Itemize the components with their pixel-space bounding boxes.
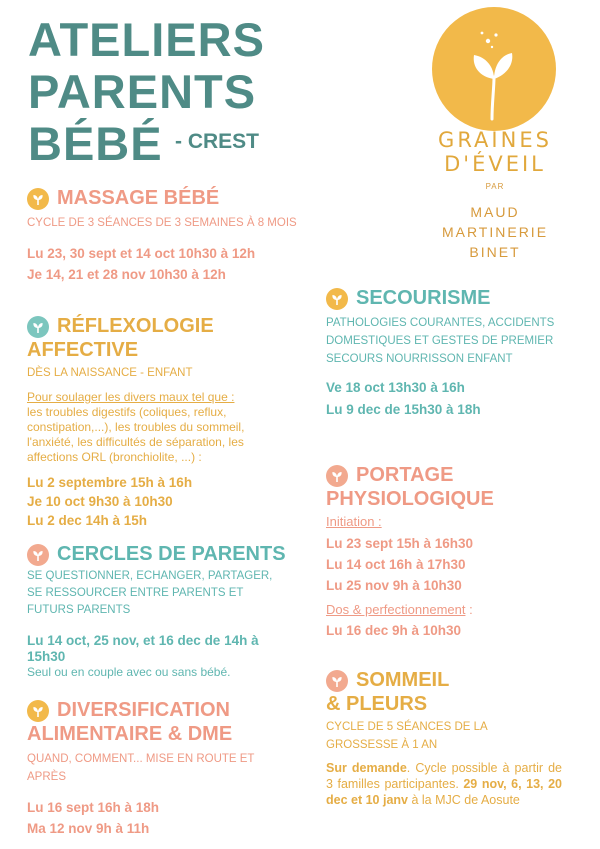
reflexo-heading (27, 314, 289, 338)
cercles-title: CERCLES DE PARENTS (57, 543, 286, 565)
author-line-2: MARTINERIE (441, 224, 549, 240)
cercles-desc: SE QUESTIONNER, ECHANGER, PARTAGER, SE RESSOURCER ENTRE PARENTS ET FUTURS PARENTS (27, 570, 273, 616)
title-line-1: ATELIERS (28, 13, 265, 66)
portage-title-1: PORTAGE (356, 464, 454, 486)
sommeil-info (326, 760, 562, 808)
location: - CREST (175, 130, 259, 153)
sprout-icon (432, 7, 556, 131)
secourisme-title: SECOURISME (356, 287, 491, 309)
seed-icon (326, 465, 348, 487)
sommeil-title-2: & PLEURS (326, 693, 428, 715)
section-cercles (27, 542, 289, 680)
sommeil-desc: CYCLE DE 5 SÉANCES DE LA GROSSESSE À 1 AN (326, 721, 488, 751)
sommeil-place: à la MJC de Aosute (408, 793, 520, 807)
portage-title-2: PHYSIOLOGIQUE (326, 488, 494, 510)
author-line-1: MAUD (470, 204, 520, 220)
massage-date-1: Lu 23, 30 sept et 14 oct 10h30 à 12h (27, 246, 256, 261)
reflexo-date-2: Je 10 oct 9h30 à 10h30 (27, 494, 173, 509)
reflexo-date-3: Lu 2 dec 14h à 15h (27, 513, 148, 528)
seed-icon (27, 544, 49, 566)
portage-perf-colon: : (465, 602, 473, 617)
seed-icon (27, 700, 49, 722)
title-line-2: PARENTS (28, 65, 257, 118)
secourisme-heading (326, 286, 574, 310)
portage-init-label: Initiation : (326, 514, 382, 529)
diversification-desc: QUAND, COMMENT... MISE EN ROUTE ET APRÈS (27, 753, 255, 783)
massage-heading (27, 186, 297, 210)
diversification-title-1: DIVERSIFICATION (57, 699, 230, 721)
logo-circle (432, 7, 556, 131)
secourisme-date-1: Ve 18 oct 13h30 à 16h (326, 380, 465, 395)
massage-desc: CYCLE DE 3 SÉANCES DE 3 SEMAINES À 8 MOIS (27, 217, 297, 229)
logo-brand-line-1: GRAINES (438, 128, 552, 152)
cercles-date: Lu 14 oct, 25 nov, et 16 dec de 14h à 15h30 (27, 633, 259, 664)
seed-icon (326, 670, 348, 692)
portage-date-1: Lu 23 sept 15h à 16h30 (326, 536, 474, 551)
reflexo-body: les troubles digestifs (coliques, reflux, constipation,...), les troubles du sommeil, l'anxiété, les difficultés de séparation, les affections ORL (bronchiolite, ...) : (27, 405, 245, 464)
diversification-date-2: Ma 12 nov 9h à 11h (27, 821, 150, 836)
portage-date-3: Lu 25 nov 9h à 10h30 (326, 578, 462, 593)
sommeil-heading (326, 668, 562, 692)
section-reflexologie (27, 314, 289, 530)
sommeil-demand-label: Sur demande (326, 761, 407, 775)
portage-perf (326, 602, 574, 617)
massage-date-2: Je 14, 21 et 28 nov 10h30 à 12h (27, 267, 226, 282)
logo-author (420, 202, 570, 262)
massage-title: MASSAGE BÉBÉ (57, 187, 220, 209)
secourisme-desc: PATHOLOGIES COURANTES, ACCIDENTS DOMESTIQUES ET GESTES DE PREMIER SECOURS NOURRISSON ENFANT (326, 317, 555, 365)
secourisme-date-2: Lu 9 dec de 15h30 à 18h (326, 402, 481, 417)
section-sommeil (326, 668, 562, 808)
section-diversification (27, 698, 289, 838)
author-line-3: BINET (469, 244, 521, 260)
reflexo-date-1: Lu 2 septembre 15h à 16h (27, 475, 193, 490)
portage-perf-label: Dos & perfectionnement (326, 602, 466, 617)
seed-icon (27, 188, 49, 210)
title-line-3: BÉBÉ (28, 117, 163, 170)
logo-par: PAR (485, 182, 505, 191)
sommeil-demand-text: . Cycle possible à partir de 3 familles participantes. (326, 761, 563, 791)
logo-brand (420, 128, 570, 176)
sommeil-title-1: SOMMEIL (356, 669, 450, 691)
section-massage (27, 186, 297, 284)
cercles-note: Seul ou en couple avec ou sans bébé. (27, 665, 231, 679)
portage-date-4: Lu 16 dec 9h à 10h30 (326, 623, 462, 638)
seed-icon (27, 316, 49, 338)
cercles-heading (27, 542, 289, 566)
section-portage (326, 463, 574, 640)
diversification-title-2: ALIMENTAIRE & DME (27, 723, 233, 745)
section-secourisme (326, 286, 574, 419)
diversification-date-1: Lu 16 sept 16h à 18h (27, 800, 160, 815)
portage-heading (326, 463, 574, 487)
reflexo-title-1: RÉFLEXOLOGIE (57, 315, 214, 337)
diversification-heading (27, 698, 289, 722)
sommeil-dates: 29 nov, 6, 13, 20 dec et 10 janv (326, 777, 562, 807)
seed-icon (326, 288, 348, 310)
portage-date-2: Lu 14 oct 16h à 17h30 (326, 557, 466, 572)
logo-brand-line-2: D'ÉVEIL (444, 152, 546, 176)
reflexo-sub: DÈS LA NAISSANCE - ENFANT (27, 367, 193, 379)
reflexo-title-2: AFFECTIVE (27, 339, 139, 361)
reflexo-intro: Pour soulager les divers maux tel que : (27, 390, 235, 404)
